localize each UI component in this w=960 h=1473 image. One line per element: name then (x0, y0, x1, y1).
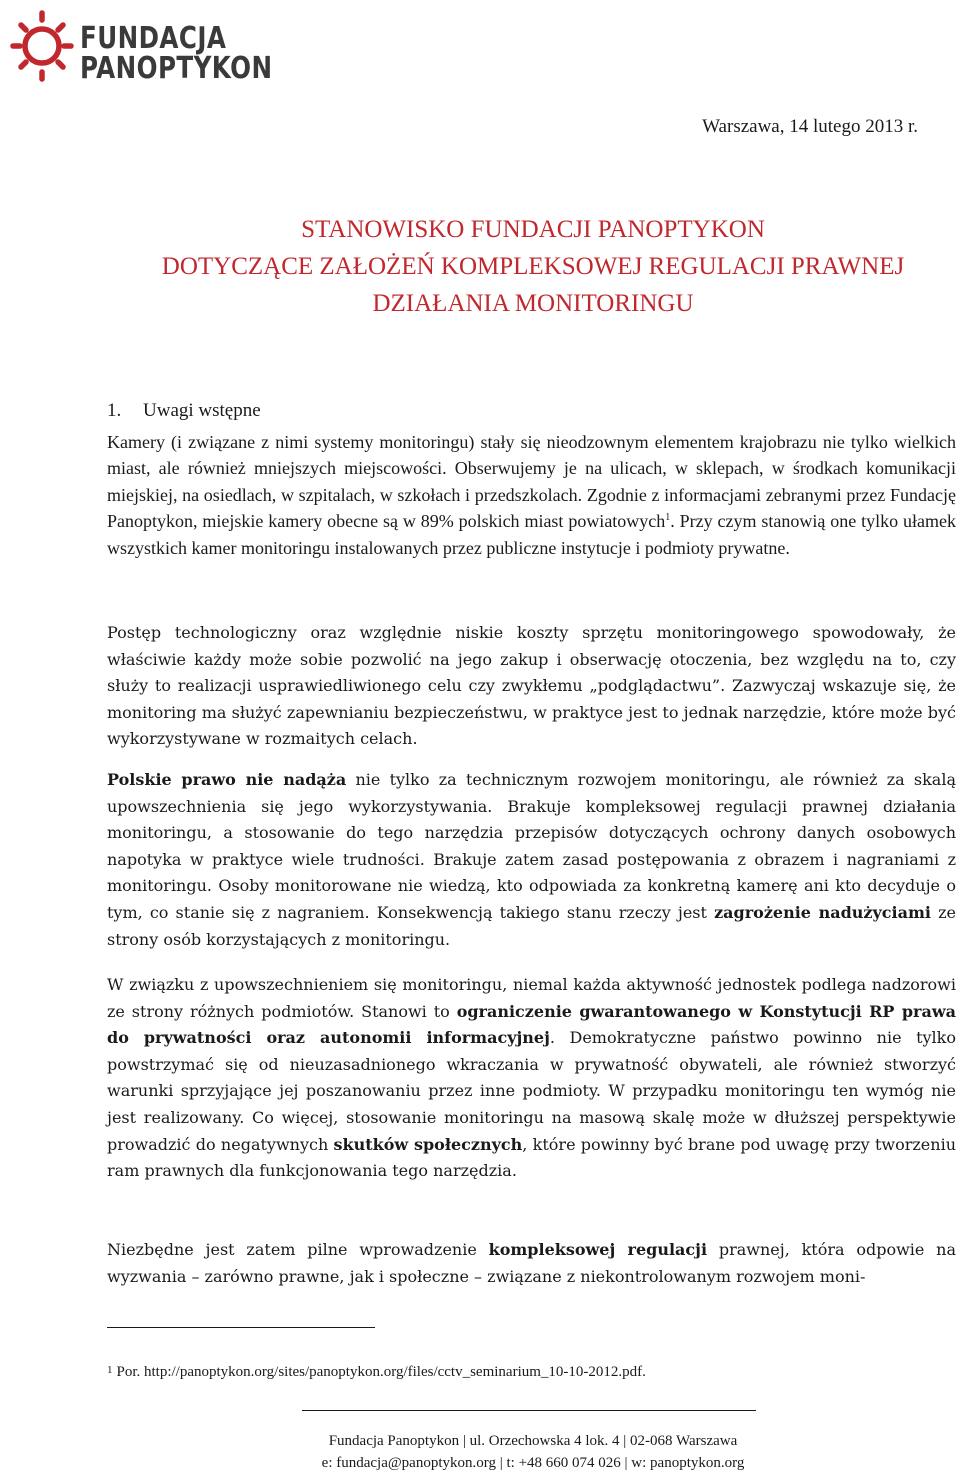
paragraph-4 (107, 972, 956, 1185)
paragraph-4-text-3: , które powinny być brane pod uwagę przy tworzeniu ram prawnych dla funkcjonowania tego narzędzia. (107, 1134, 957, 1181)
paragraph-1-text-b: . Przy czym stanowią one tylko ułamek wszystkich kamer monitoringu instalowanych przez publiczne instytucje i podmioty prywatne. (107, 511, 956, 558)
logo (10, 8, 300, 88)
paragraph-3-text-2: ze strony osób korzystających z monitoringu. (107, 902, 957, 949)
document-title (0, 211, 960, 322)
emphasis-text: kompleksowej regulacji (488, 1240, 708, 1259)
section-heading (107, 400, 261, 422)
paragraph-4-text-1: W związku z upowszechnieniem się monitoringu, niemal każda aktywność jednostek podlega nadzorowi ze strony różnych podmiotów. Stanowi to (107, 975, 956, 1021)
document-date: Warszawa, 14 lutego 2013 r. (702, 116, 918, 137)
footer-address: Fundacja Panoptykon | ul. Orzechowska 4 lok. 4 | 02-068 Warszawa (328, 1433, 738, 1449)
title-line-1: STANOWISKO FUNDACJI PANOPTYKON (301, 216, 765, 243)
paragraph-2: Postęp technologiczny oraz względnie niskie koszty sprzętu monitoringowego spowodowały, że właściwie każdy może sobie pozwolić na jego zakup i obserwację otoczenia, bez względu na to, czy służy to realizacji usprawiedliwionego celu czy zwykłemu „podglądactwu”. Zazwyczaj wskazuje się, że monitoring ma służyć zapewnianiu bezpieczeństwu, w praktyce jest to jednak narzędzie, które może być wykorzystywane w rozmaitych celach. (107, 623, 956, 749)
paragraph-1 (107, 429, 956, 561)
paragraph-3 (107, 767, 956, 953)
emphasis-text: zagrożenie nadużyciami (714, 902, 931, 922)
paragraph-5-text-2: prawnej, która odpowie na wyzwania – zarówno prawne, jak i społeczne – związane z niekontrolowanym rozwojem moni- (107, 1240, 957, 1286)
paragraph-5 (107, 1237, 956, 1290)
footnote (107, 1364, 646, 1381)
emphasis-text: skutków społecznych (333, 1134, 523, 1154)
emphasis-text: Polskie prawo nie nadąża (107, 770, 347, 789)
logo-line-2: PANOPTYKON (80, 51, 273, 86)
title-line-2: DOTYCZĄCE ZAŁOŻEŃ KOMPLEKSOWEJ REGULACJI PRAWNEJ (161, 253, 905, 280)
footnote-ref[interactable]: 1 (665, 512, 671, 524)
footnote-text[interactable]: Por. http://panoptykon.org/sites/panoptykon.org/files/cctv_seminarium_10-10-2012.pdf. (116, 1364, 646, 1380)
paragraph-1-text-a: Kamery (i związane z nimi systemy monitoringu) stały się nieodzownym elementem krajobrazu nie tylko wielkich miast, ale również mniejszych miejscowości. Obserwujemy je na ulicach, w sklepach, w środkach komunikacji miejskiej, na osiedlach, w szpitalach, w szkołach i przedszkolach. Zgodnie z informacjami zebranymi przez Fundację Panoptykon, miejskie kamery obecne są w 89% polskich miast powiatowych (107, 432, 956, 532)
section-number: 1. (107, 400, 122, 421)
footer-contact: e: fundacja@panoptykon.org | t: +48 660 074 026 | w: panoptykon.org (321, 1455, 745, 1471)
paragraph-4-text-2: . Demokratyczne państwo powinno nie tylko powstrzymać się od nieuzasadnionego wkraczania w prywatność obywateli, ale również stworzyć warunki sprzyjające jej poszanowaniu przez inne podmioty. W przypadku monitoringu ten wymóg nie jest realizowany. Co więcej, stosowanie monitoringu na masową skalę może w dłuższej perspektywie prowadzić do negatywnych (107, 1028, 957, 1154)
paragraph-3-text-1: nie tylko za technicznym rozwojem monitoringu, ale również za skalą upowszechnienia się jego wykorzystywania. Brakuje kompleksowej regulacji prawnej działania monitoringu, a stosowanie do tego narzędzia przepisów dotyczących ochrony danych osobowych napotyka w praktyce wiele trudności. Brakuje zatem zasad postępowania z obrazem i nagraniami z monitoringu. Osoby monitorowane nie wiedzą, kto odpowiada za konkretną kamerę ani kto decyduje o tym, co stanie się z nagraniem. Konsekwencją takiego stanu rzeczy jest (107, 770, 957, 922)
footnote-number: 1 (107, 1364, 113, 1376)
title-line-3: DZIAŁANIA MONITORINGU (372, 290, 694, 317)
logo-line-1: FUNDACJA (80, 21, 227, 56)
logo-wordmark (80, 21, 273, 86)
footer-divider (302, 1410, 756, 1411)
panopticon-logo-icon (10, 8, 74, 84)
paragraph-5-text-1: Niezbędne jest zatem pilne wprowadzenie (107, 1240, 489, 1259)
emphasis-text: ograniczenie gwarantowanego w Konstytucji RP prawa do prywatności oraz autonomii informacyjnej (107, 1001, 956, 1048)
footnote-divider (107, 1327, 375, 1328)
section-title: Uwagi wstępne (143, 400, 261, 421)
